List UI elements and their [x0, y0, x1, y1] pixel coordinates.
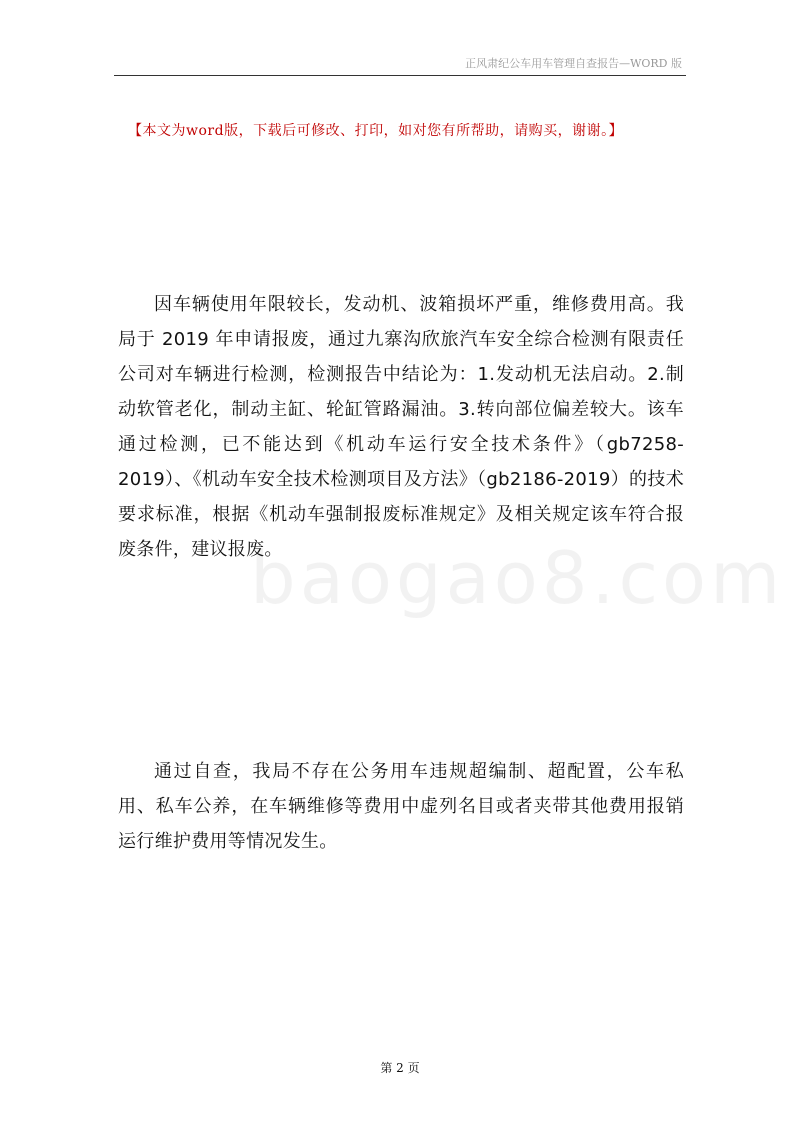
header-divider [114, 75, 686, 76]
page-number: 第 2 页 [380, 1061, 420, 1075]
body-paragraph-self-inspection: 通过自查，我局不存在公务用车违规超编制、超配置，公车私用、私车公养，在车辆维修等费用中虚列名目或者夹带其他费用报销运行维护费用等情况发生。 [118, 761, 684, 852]
download-notice: 【本文为word版，下载后可修改、打印，如对您有所帮助，请购买，谢谢。】 [128, 123, 624, 139]
watermark: baogao8.com [250, 536, 785, 620]
document-header-title: 正风肃纪公车用车管理自查报告—WORD 版 [465, 57, 682, 70]
body-paragraph-vehicle-scrapping: 因车辆使用年限较长，发动机、波箱损坏严重，维修费用高。我局于 2019 年申请报废，通过九寨沟欣旅汽车安全综合检测有限责任公司对车辆进行检测，检测报告中结论为：1.发动机无法启动。2.制动软管老化，制动主缸、轮缸管路漏油。3.转向部位偏差较大。该车通过检测，已不能达到《机动车运行安全技术条件》（gb7258-2019）、《机动车安全技术检测项目及方法》（gb2186-2019）的技术要求标准，根据《机动车强制报废标准规定》及相关规定该车符合报废条件，建议报废。 [118, 294, 684, 560]
